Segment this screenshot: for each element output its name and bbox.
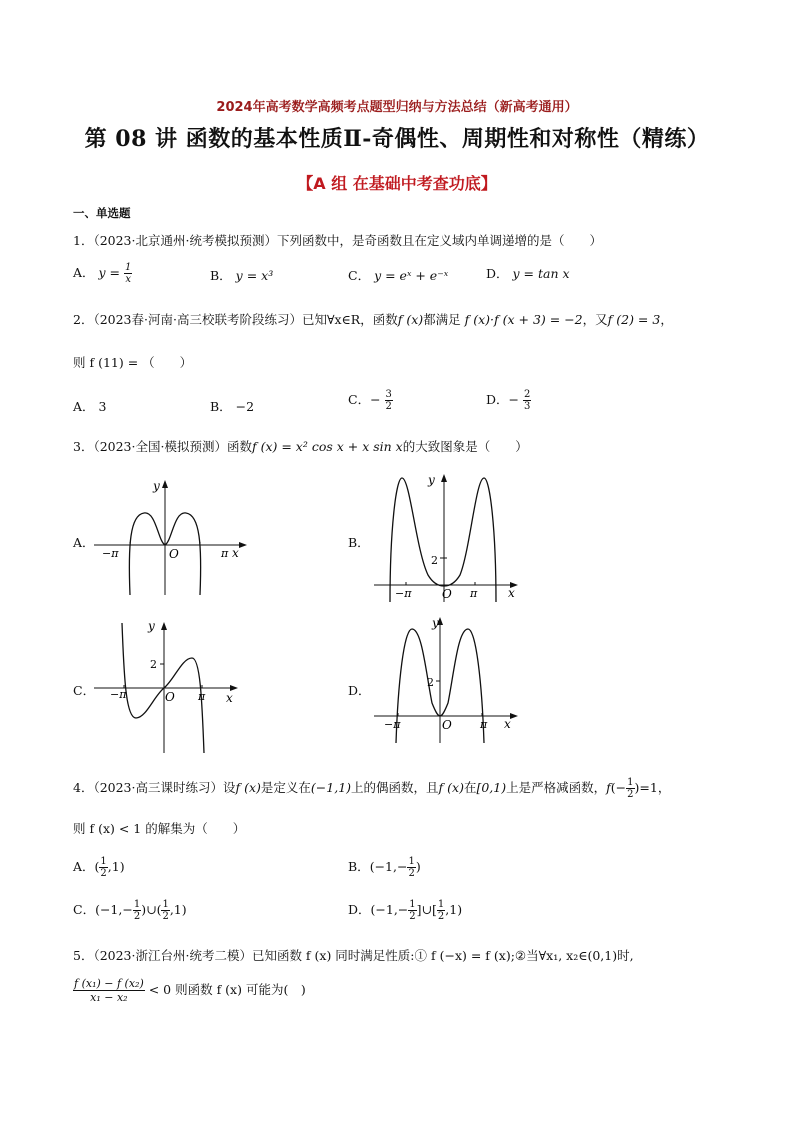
x-axis-arrow (239, 542, 247, 548)
svg-text:π: π (198, 690, 206, 703)
q3-option-c-label: C． (73, 683, 96, 698)
fraction: $\frac{1}{2}$ (100, 856, 107, 879)
question-4-ask: 则 f (x) < 1 的解集为（ ） (73, 821, 246, 836)
svg-text:x: x (226, 691, 233, 705)
q3-option-d-label: D． (348, 683, 371, 698)
q2-option-b: B． −2 (210, 399, 255, 414)
svg-text:−π: −π (395, 587, 412, 600)
y-label: y (153, 479, 160, 493)
fraction: $\frac{1}{2}$ (408, 856, 415, 879)
fraction: $\frac{1}{2}$ (133, 899, 141, 922)
q3-option-a-label: A． (73, 535, 95, 550)
svg-text:π: π (470, 587, 478, 600)
q3-option-b-label: B． (348, 535, 370, 550)
question-4-stem: 4．（2023·高三课时练习）设f (x)是定义在(−1,1)上的偶函数，且f (x)在[0,1)上是严格减函数，f(− $\frac{1}{2}$ )=1， (73, 777, 671, 800)
document-subtitle: 2024年高考数学高频考点题型归纳与方法总结（新高考通用） (216, 100, 578, 115)
svg-text:π: π (480, 718, 488, 731)
question-5-stem: 5．（2023·浙江台州·统考二模）已知函数 f (x) 同时满足性质:① f (−x) = f (x);②当∀x₁, x₂∈(0,1)时, (73, 948, 634, 963)
graph-a (92, 475, 252, 600)
graph-d (372, 613, 522, 748)
svg-text:−π: −π (384, 718, 401, 731)
graph-c (92, 618, 252, 758)
svg-text:y: y (148, 619, 155, 633)
fraction: $\frac{1}{x}$ (125, 262, 132, 285)
fraction: $\frac{\text{f (x₁) − f (x₂)}}{\text{x₁ − x₂}}$ (74, 977, 144, 1004)
q1-option-b: B． y = x³ (210, 268, 274, 283)
origin-label: O (169, 547, 179, 561)
fraction: $\frac{1}{2}$ (162, 899, 169, 922)
svg-text:O: O (165, 690, 175, 704)
question-2-ask: 则 f (11) = （ ） (73, 355, 193, 370)
q1-option-c: C． y = eˣ + e⁻ˣ (348, 268, 449, 283)
svg-text:O: O (442, 587, 452, 601)
fraction: $\frac{2}{3}$ (524, 389, 531, 412)
q4-option-a: A．( $\frac{1}{2}$ ,1) (73, 856, 125, 879)
svg-text:O: O (442, 718, 452, 732)
graph-b (372, 470, 522, 605)
fraction: $\frac{1}{2}$ (437, 899, 445, 922)
question-5-condition: $\frac{\text{f (x₁) − f (x₂)}}{\text{x₁ − x₂}}$ < 0 则函数 f (x) 可能为( ) (74, 977, 306, 1004)
fraction: $\frac{3}{2}$ (385, 389, 392, 412)
y-axis-arrow (162, 480, 168, 488)
q4-option-c: C．(−1,− $\frac{1}{2}$ )∪( $\frac{1}{2}$ ,1) (73, 899, 187, 922)
q2-option-c: C．− $\frac{3}{2}$ (348, 389, 392, 412)
svg-text:2: 2 (150, 658, 157, 671)
svg-text:2: 2 (431, 554, 438, 567)
question-3-stem: 3．（2023·全国·模拟预测）函数f (x) = x² cos x + x sin x的大致图象是（ ） (73, 439, 528, 454)
q2-option-a: A． 3 (73, 399, 107, 414)
q4-option-d: D．(−1,− $\frac{1}{2}$ ]∪[ $\frac{1}{2}$ ,1) (348, 899, 463, 922)
svg-text:y: y (428, 473, 435, 487)
lesson-title: 第 08 讲 函数的基本性质Ⅱ-奇偶性、周期性和对称性（精练） (84, 126, 710, 152)
option-lhs: y = (98, 265, 121, 280)
section-heading: 一、单选题 (73, 206, 131, 220)
q1-option-a (73, 262, 132, 285)
tick-pi: π (221, 547, 229, 560)
fraction: $\frac{1}{2}$ (627, 777, 634, 800)
option-label: A． (73, 265, 95, 280)
group-heading: 【A 组 在基础中考查功底】 (297, 174, 497, 193)
svg-text:x: x (508, 586, 515, 600)
svg-text:x: x (504, 717, 511, 731)
fraction: $\frac{1}{2}$ (409, 899, 416, 922)
question-2-stem: 2．（2023春·河南·高三校联考阶段练习）已知∀x∈R，函数f (x)都满足 f (x)·f (x + 3) = −2，又f (2) = 3， (73, 312, 673, 327)
question-1-stem: 1．（2023·北京通州·统考模拟预测）下列函数中，是奇函数且在定义域内单调递增的是（ ） (73, 233, 602, 248)
q1-option-d: D． y = tan x (486, 266, 570, 281)
q4-option-b: B．(−1,− $\frac{1}{2}$ ) (348, 856, 421, 879)
x-label: x (232, 546, 239, 560)
svg-text:−π: −π (110, 688, 127, 701)
q2-option-d: D．− $\frac{2}{3}$ (486, 389, 531, 412)
tick-neg-pi: −π (102, 547, 119, 560)
svg-text:2: 2 (427, 676, 434, 689)
svg-text:y: y (432, 616, 439, 630)
